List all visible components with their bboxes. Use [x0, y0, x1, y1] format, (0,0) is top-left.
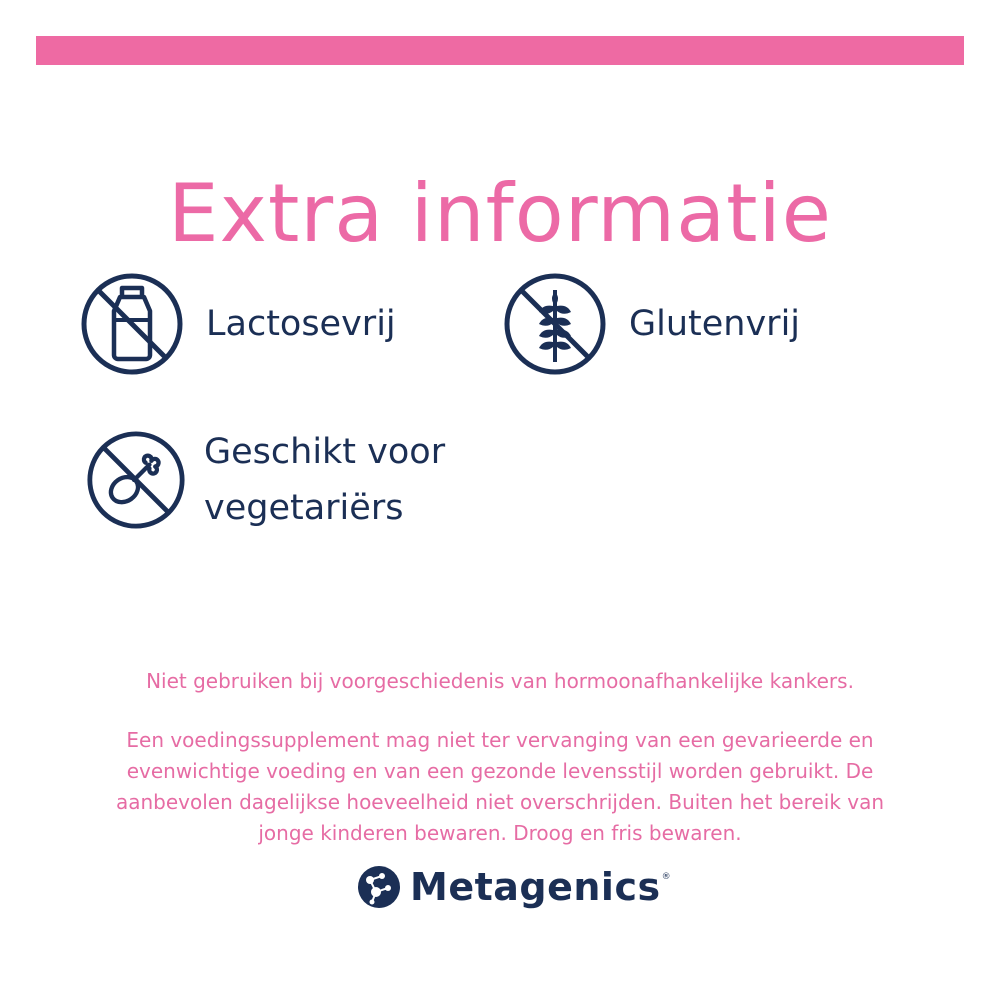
feature-label: Geschikt voor vegetariërs: [204, 432, 446, 528]
feature-vegetarian: [86, 424, 504, 536]
feature-label: Lactosevrij: [206, 304, 396, 344]
feature-gluten-free: [503, 272, 800, 376]
page-title: Extra informatie: [168, 166, 832, 260]
registered-mark: ®: [661, 872, 671, 882]
top-accent-bar: [36, 36, 964, 65]
health-warning: Niet gebruiken bij voorgeschiedenis van hormoonafhankelijke kankers.: [146, 669, 854, 693]
feature-label: Glutenvrij: [629, 304, 801, 344]
no-meat-icon: [86, 430, 186, 530]
molecule-logo-icon: [356, 864, 402, 910]
no-wheat-icon: [503, 272, 607, 376]
supplement-disclaimer: Een voedingssupplement mag niet ter vervanging van een gevarieerde en evenwichtige voeding en van een gezonde levensstijl worden gebruikt. De aanbevolen dagelijkse hoeveelheid niet overschrijden. Buiten het bereik van jonge kinderen bewaren. Droog en fris bewaren.: [115, 728, 885, 845]
brand-name: Metagenics: [410, 865, 661, 909]
feature-lactose-free: [80, 272, 396, 376]
no-bottle-icon: [80, 272, 184, 376]
brand-logo: [356, 864, 671, 910]
